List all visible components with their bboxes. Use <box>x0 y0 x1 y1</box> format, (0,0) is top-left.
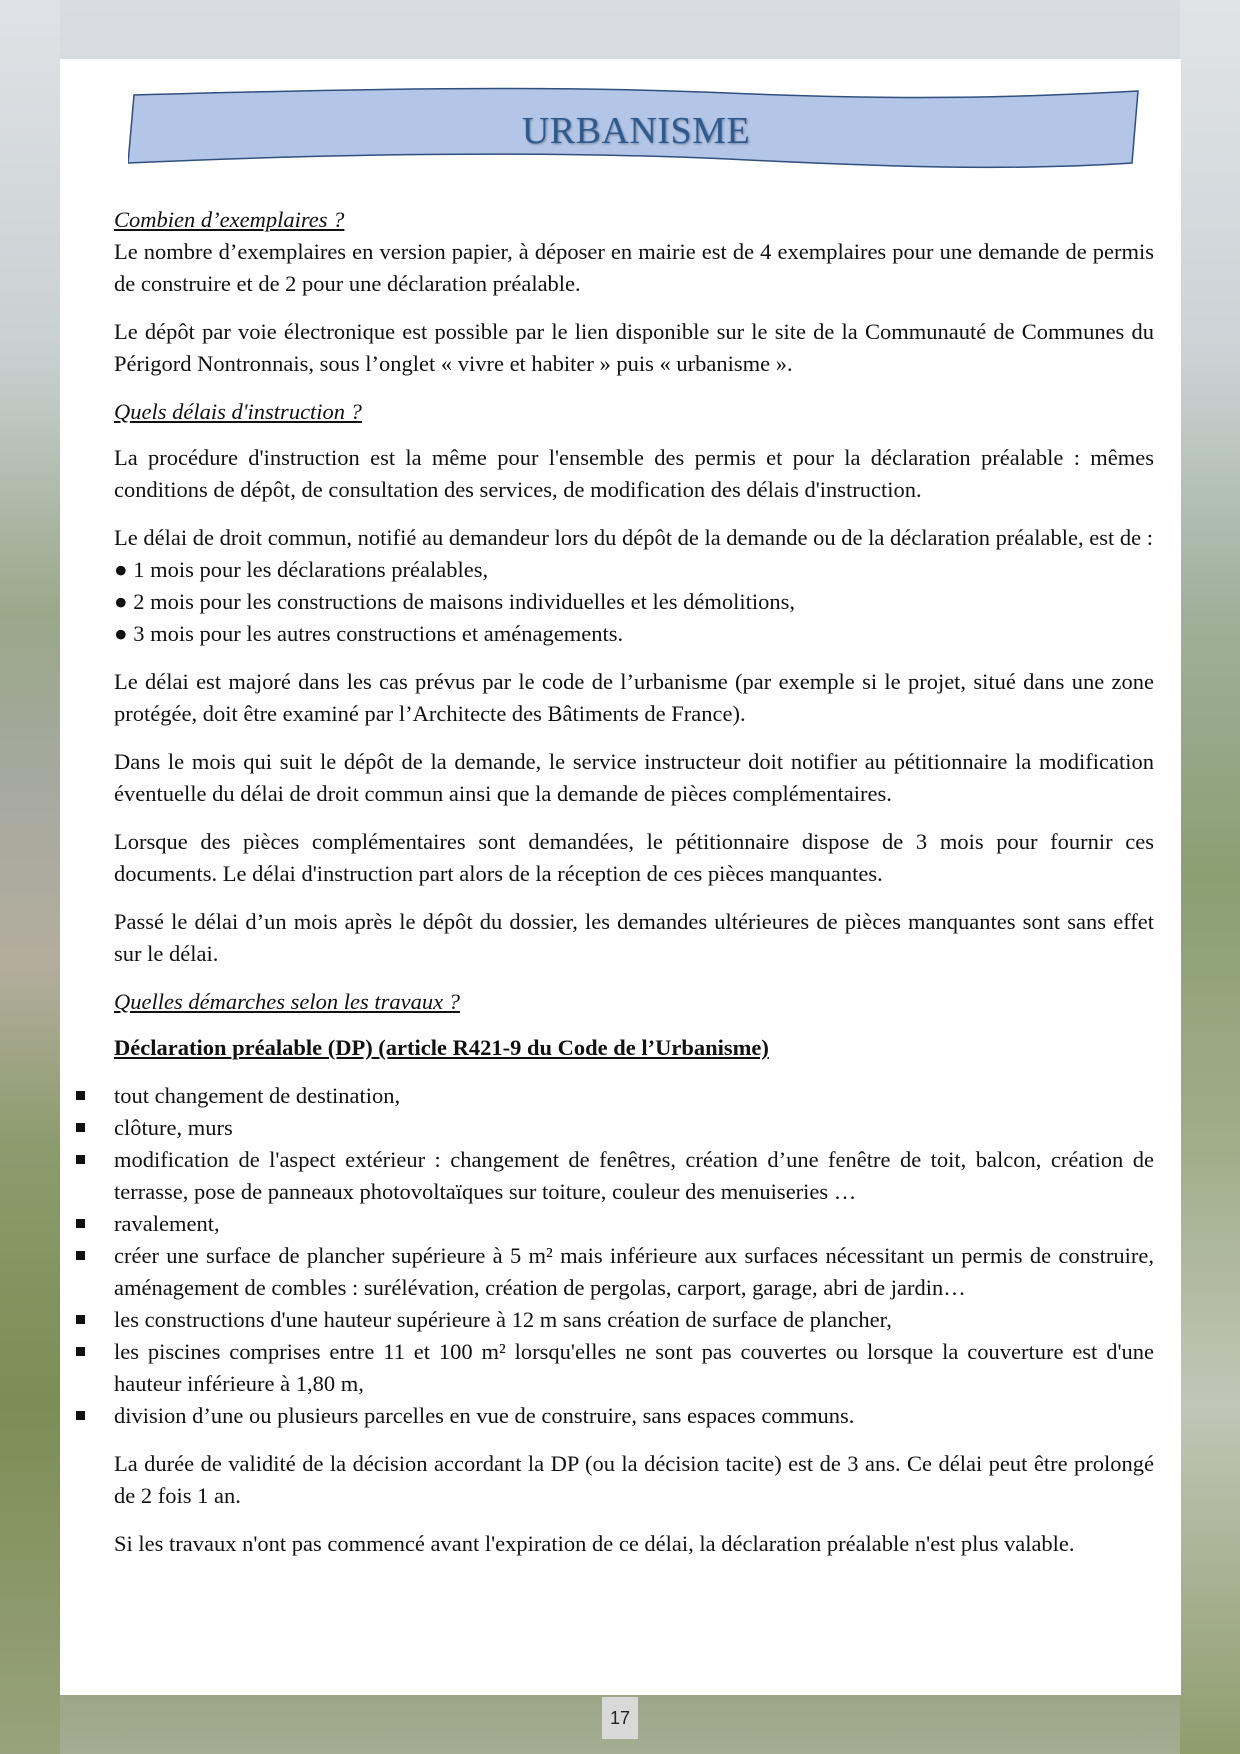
paragraph: La durée de validité de la décision accordant la DP (ou la décision tacite) est de 3 ans. Ce délai peut être prolongé de 2 fois 1 an. <box>114 1451 1154 1508</box>
dp-list <box>114 1080 1154 1432</box>
list-item: ● 3 mois pour les autres constructions et aménagements. <box>114 621 624 646</box>
paragraph: Dans le mois qui suit le dépôt de la demande, le service instructeur doit notifier au pétitionnaire la modification éventuelle du délai de droit commun ainsi que la demande de pièces complémentaires. <box>114 749 1154 806</box>
square-bullet-icon <box>76 1219 85 1228</box>
paragraph: Lorsque des pièces complémentaires sont demandées, le pétitionnaire dispose de 3 mois pour fournir ces documents. Le délai d'instruction part alors de la réception de ces pièces manquantes. <box>114 829 1154 886</box>
dp-heading: Déclaration préalable (DP) (article R421-9 du Code de l’Urbanisme) <box>114 1035 769 1060</box>
square-bullet-icon <box>76 1347 85 1356</box>
square-bullet-icon <box>76 1123 85 1132</box>
page-number: 17 <box>602 1697 638 1739</box>
paragraph: Le délai est majoré dans les cas prévus par le code de l’urbanisme (par exemple si le projet, situé dans une zone protégée, doit être examiné par l’Architecte des Bâtiments de France). <box>114 669 1154 726</box>
paragraph: Le dépôt par voie électronique est possible par le lien disponible sur le site de la Communauté de Communes du Périgord Nontronnais, sous l’onglet « vivre et habiter » puis « urbanisme ». <box>114 319 1154 376</box>
page-sheet <box>60 59 1181 1695</box>
document-body <box>114 204 1154 1576</box>
delay-list <box>114 554 1154 650</box>
paragraph: Si les travaux n'ont pas commencé avant l'expiration de ce délai, la déclaration préalable n'est plus valable. <box>114 1531 1075 1556</box>
square-bullet-icon <box>76 1155 85 1164</box>
list-item: les piscines comprises entre 11 et 100 m² lorsqu'elles ne sont pas couvertes ou lorsque la couverture est d'une hauteur inférieure à 1,80 m, <box>114 1336 1154 1400</box>
paragraph: Passé le délai d’un mois après le dépôt du dossier, les demandes ultérieures de pièces manquantes sont sans effet sur le délai. <box>114 909 1154 966</box>
square-bullet-icon <box>76 1251 85 1260</box>
background-photo-right <box>1180 0 1240 1754</box>
list-item: ● 2 mois pour les constructions de maisons individuelles et les démolitions, <box>114 589 796 614</box>
list-item: modification de l'aspect extérieur : changement de fenêtres, création d’une fenêtre de toit, balcon, création de terrasse, pose de panneaux photovoltaïques sur toiture, couleur des menuiseries … <box>114 1144 1154 1208</box>
paragraph: La procédure d'instruction est la même pour l'ensemble des permis et pour la déclaration préalable : mêmes conditions de dépôt, de consultation des services, de modification des délais d'instruction. <box>114 445 1154 502</box>
question-copies: Combien d’exemplaires ? <box>114 207 345 232</box>
list-item: ravalement, <box>114 1208 1154 1240</box>
list-item: les constructions d'une hauteur supérieure à 12 m sans création de surface de plancher, <box>114 1304 1154 1336</box>
paragraph: Le délai de droit commun, notifié au demandeur lors du dépôt de la demande ou de la déclaration préalable, est de : <box>114 525 1153 550</box>
list-item: division d’une ou plusieurs parcelles en vue de construire, sans espaces communs. <box>114 1400 1154 1432</box>
list-item: créer une surface de plancher supérieure à 5 m² mais inférieure aux surfaces nécessitant un permis de construire, aménagement de combles : surélévation, création de pergolas, carport, garage, abri de jardin… <box>114 1240 1154 1304</box>
square-bullet-icon <box>76 1411 85 1420</box>
question-procedures: Quelles démarches selon les travaux ? <box>114 989 460 1014</box>
background-photo-left <box>0 0 60 1754</box>
square-bullet-icon <box>76 1091 85 1100</box>
paragraph: Le nombre d’exemplaires en version papier, à déposer en mairie est de 4 exemplaires pour une demande de permis de construire et de 2 pour une déclaration préalable. <box>114 239 1154 296</box>
list-item: clôture, murs <box>114 1112 1154 1144</box>
square-bullet-icon <box>76 1315 85 1324</box>
page-title: URBANISME <box>521 110 751 152</box>
list-item: tout changement de destination, <box>114 1080 1154 1112</box>
list-item: ● 1 mois pour les déclarations préalables, <box>114 557 489 582</box>
question-delays: Quels délais d'instruction ? <box>114 399 362 424</box>
